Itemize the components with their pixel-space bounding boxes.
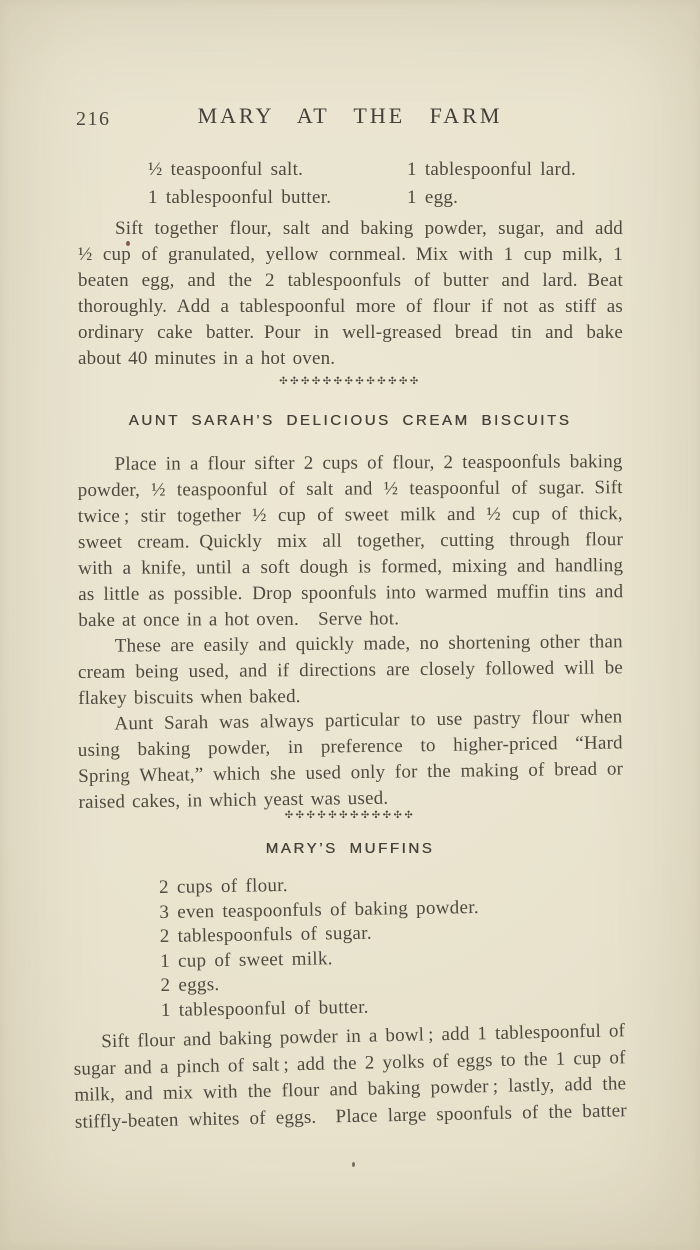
ingredient-line: 2 eggs. [160,974,220,996]
paragraph-line: bake at once in a hot oven. Serve hot. [78,608,400,631]
paragraph-line: stiffly-beaten whites of eggs. Place large spoonfuls of the batter [74,1099,627,1133]
ornament-divider: ✣✣✣✣✣✣✣✣✣✣✣✣ [284,810,416,821]
paragraph-line: Spring Wheat,” which she used only for the making of bread or [78,758,624,787]
paragraph-line: These are easily and quickly made, no shortening other than [114,631,623,657]
paragraph-line: Aunt Sarah was always particular to use pastry flour when [114,706,623,735]
paragraph-line: Sift together flour, salt and baking powder, sugar, and add [115,218,623,239]
paragraph-line: ½ cup of granulated, yellow cornmeal. Mix with 1 cup milk, 1 [78,244,623,265]
ingredient-line: 2 tablespoonfuls of sugar. [159,922,372,948]
ingredient-line: 1 tablespoonful of butter. [160,996,369,1021]
paragraph-line: flakey biscuits when baked. [78,686,301,709]
muffins-directions-paragraph [73,1018,627,1136]
running-title: MARY AT THE FARM [197,103,503,128]
ingredient-column-left [148,156,331,212]
paragraph-line: ordinary cake batter. Pour in well-greased bread tin and bake [78,322,623,343]
paragraph-line: powder, ½ teaspoonful of salt and ½ teaspoonful of sugar. Sift [77,477,623,502]
ingredient-column-right [407,156,576,212]
paragraph-line: about 40 minutes in a hot oven. [78,348,336,369]
paragraph-line: cream being used, and if directions are closely followed will be [77,657,624,683]
biscuits-paragraph-2 [78,629,624,712]
ingredient-line: 1 tablespoonful butter. [148,187,332,208]
paragraph-line: beaten egg, and the 2 tablespoonfuls of butter and lard. Beat [78,270,623,291]
ingredient-line: 1 tablespoonful lard. [407,159,577,180]
paragraph-line: using baking powder, in preference to higher-priced “Hard [77,732,623,762]
paragraph-line: twice ; stir together ½ cup of sweet milk and ½ cup of thick, [77,503,623,528]
muffins-ingredient-list [159,869,581,1023]
paragraph-line: milk, and mix with the flour and baking powder ; lastly, add the [74,1073,627,1106]
ingredient-line: 2 cups of flour. [158,874,289,899]
paragraph-line: sweet cream. Quickly mix all together, cutting through flour [77,529,624,553]
paper-speck [352,1162,355,1167]
ingredient-line: 1 egg. [407,187,459,208]
paragraph-line: thoroughly. Add a tablespoonful more of flour if not as stiff as [78,296,623,317]
paragraph-line: Place in a flour sifter 2 cups of flour, 2 teaspoonfuls baking [114,451,623,475]
paragraph-line: as little as possible. Drop spoonfuls into warmed muffin tins and [78,581,624,605]
biscuits-paragraph-1 [78,449,624,634]
paragraph-line: with a knife, until a soft dough is formed, mixing and handling [78,555,624,579]
page-number: 216 [76,108,111,130]
biscuits-paragraph-3 [77,704,623,816]
recipe-heading-biscuits: AUNT SARAH’S DELICIOUS CREAM BISCUITS [128,412,572,429]
paragraph-line: raised cakes, in which yeast was used. [78,787,389,813]
paragraph-line: Sift flour and baking powder in a bowl ; add 1 tablespoonful of [100,1020,626,1053]
paragraph-line: sugar and a pinch of salt ; add the 2 yolks of eggs to the 1 cup of [73,1046,626,1080]
ingredient-line: 3 even teaspoonfuls of baking powder. [159,896,480,923]
cornbread-directions-paragraph [78,216,623,372]
ingredient-line: 1 cup of sweet milk. [160,947,333,972]
recipe-heading-muffins: MARY’S MUFFINS [265,840,435,857]
ingredient-line: ½ teaspoonful salt. [148,159,304,180]
ornament-divider: ✣✣✣✣✣✣✣✣✣✣✣✣✣ [279,376,421,387]
